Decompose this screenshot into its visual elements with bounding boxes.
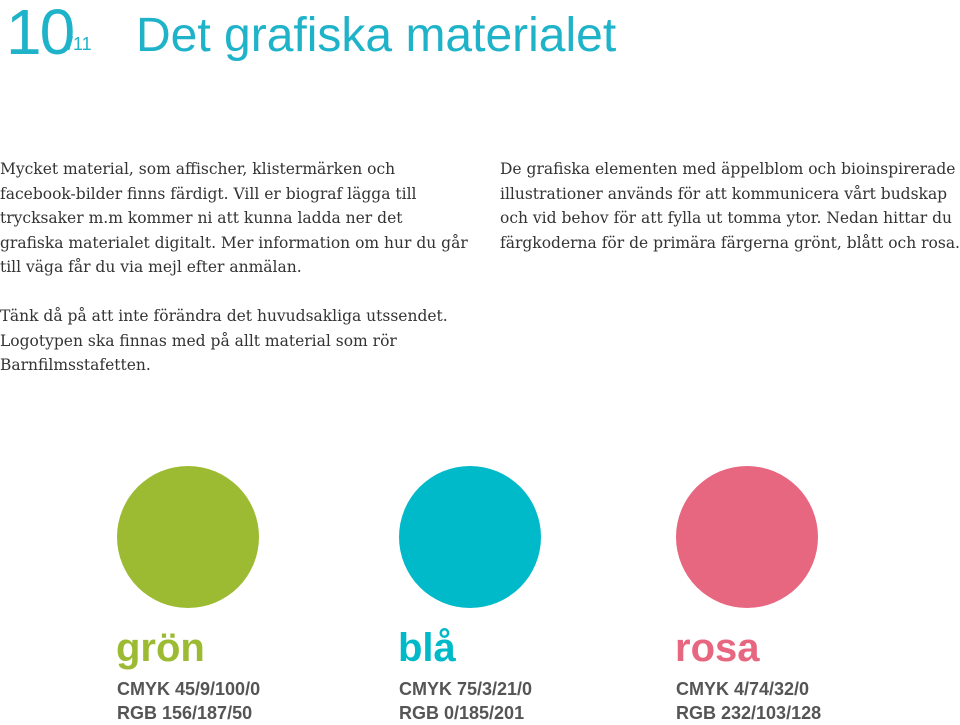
green-rgb: RGB 156/187/50 xyxy=(117,703,253,723)
intro-paragraph: Mycket material, som affischer, klistermärken och facebook-bilder finns färdigt. Vill er biograf lägga till trycksaker m.m kommer ni att kunna ladda ner det grafiska materialet digitalt. Mer information om hur du går till väga får du via mejl efter anmälan. xyxy=(0,160,468,276)
pink-cmyk: CMYK 4/74/32/0 xyxy=(676,679,810,699)
pink-swatch xyxy=(676,466,818,608)
pink-label: rosa xyxy=(675,626,760,670)
blue-swatch xyxy=(399,466,541,608)
blue-label: blå xyxy=(398,626,456,670)
page-title: Det grafiska materialet xyxy=(136,9,617,62)
logo-note-paragraph: Tänk då på att inte förändra det huvudsakliga utssendet. Logotypen ska finnas med på allt material som rör Barnfilmsstafetten. xyxy=(0,307,448,374)
pink-rgb: RGB 232/103/128 xyxy=(676,703,822,723)
green-swatch xyxy=(117,466,259,608)
green-label: grön xyxy=(116,626,205,670)
design-paragraph: De grafiska elementen med äppelblom och bioinspirerade illustrationer används för att kommunicera vårt budskap och vid behov för att fylla ut tomma ytor. Nedan hittar du färgkoderna för de primära färgerna grönt, blått och rosa. xyxy=(500,160,960,252)
page-number: 10 xyxy=(6,0,74,68)
page-total: /11 xyxy=(68,34,92,54)
green-cmyk: CMYK 45/9/100/0 xyxy=(117,679,261,699)
blue-rgb: RGB 0/185/201 xyxy=(399,703,525,723)
blue-cmyk: CMYK 75/3/21/0 xyxy=(399,679,533,699)
